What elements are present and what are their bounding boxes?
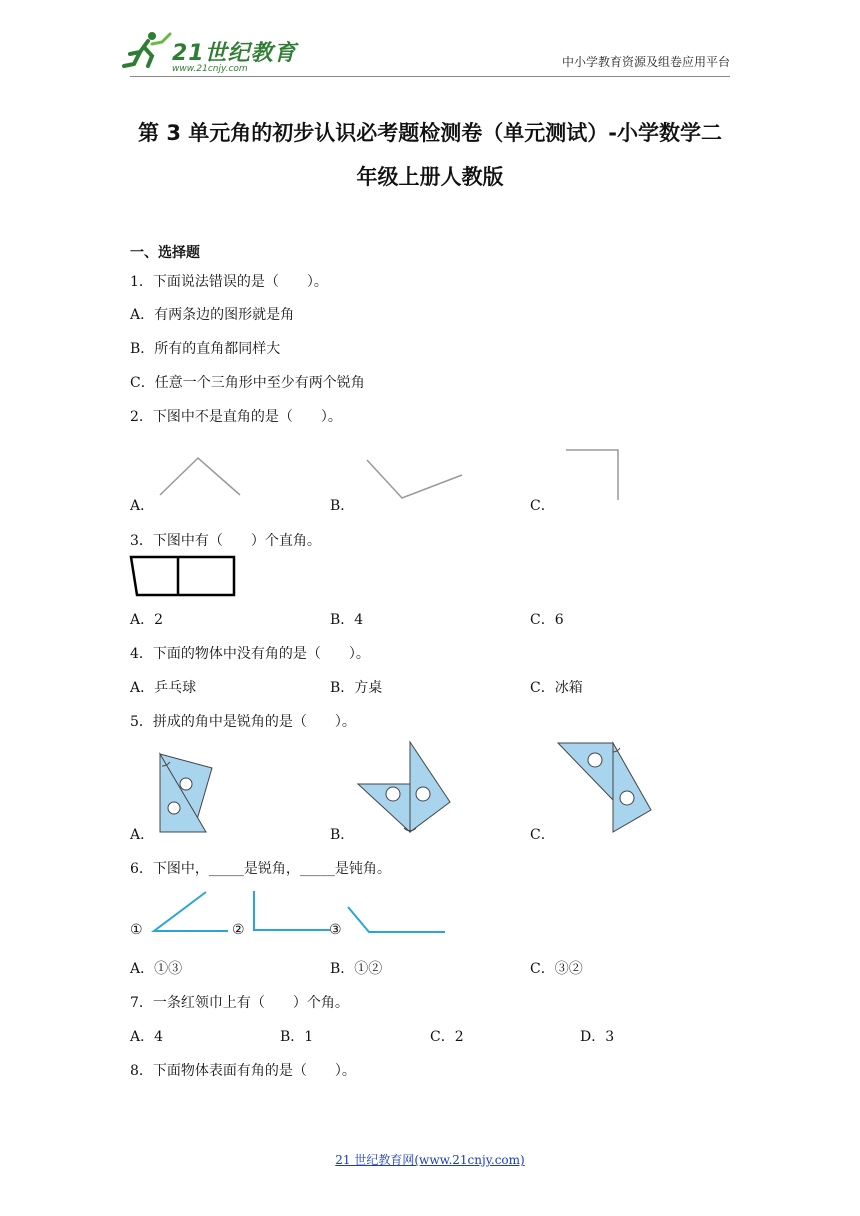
question-6-option-b[interactable]: B．①② — [330, 961, 383, 977]
set-square-figure-b — [355, 740, 455, 835]
question-3-option-c[interactable]: C．6 — [530, 612, 564, 628]
acute-angle-figure — [148, 888, 230, 936]
question-1-option-a[interactable]: A．有两条边的图形就是角 — [130, 307, 295, 323]
set-square-figure-a — [150, 750, 220, 838]
question-3-stem: 3．下图中有（ ）个直角。 — [130, 533, 321, 549]
question-5-option-b[interactable]: B． — [330, 827, 355, 843]
question-4-option-c[interactable]: C．冰箱 — [530, 680, 583, 696]
question-2-option-c[interactable]: C． — [530, 498, 555, 514]
question-7-option-a[interactable]: A．4 — [130, 1029, 164, 1045]
page-title-line1: 第 3 单元角的初步认识必考题检测卷（单元测试）-小学数学二 — [138, 121, 722, 145]
logo-url: www.21cnjy.com — [172, 64, 248, 74]
runner-logo-icon — [122, 30, 172, 72]
question-5-option-c[interactable]: C． — [530, 827, 555, 843]
question-4-option-a[interactable]: A．乒乓球 — [130, 680, 197, 696]
angle-figure-c — [562, 446, 624, 504]
question-6-option-a[interactable]: A．①③ — [130, 961, 183, 977]
question-6-option-c[interactable]: C．③② — [530, 961, 583, 977]
question-5-stem: 5．拼成的角中是锐角的是（ ）。 — [130, 714, 356, 730]
section-heading: 一、选择题 — [130, 245, 200, 261]
question-3-option-a[interactable]: A．2 — [130, 612, 164, 628]
set-square-figure-c — [555, 740, 655, 835]
question-7-option-d[interactable]: D．3 — [580, 1029, 615, 1045]
question-6-stem: 6．下图中，_____是锐角，_____是钝角。 — [130, 861, 391, 877]
angle-label-3: ③ — [329, 922, 342, 938]
question-1-option-c[interactable]: C．任意一个三角形中至少有两个锐角 — [130, 375, 365, 391]
question-4-option-b[interactable]: B．方桌 — [330, 680, 383, 696]
question-5-option-a[interactable]: A． — [130, 827, 155, 843]
logo-text: 21世纪教育 — [172, 41, 297, 66]
obtuse-angle-figure — [345, 904, 447, 936]
question-7-option-c[interactable]: C．2 — [430, 1029, 464, 1045]
angle-label-2: ② — [232, 922, 245, 938]
question-4-stem: 4．下面的物体中没有角的是（ ）。 — [130, 646, 370, 662]
question-1-stem: 1．下面说法错误的是（ ）。 — [130, 274, 328, 290]
question-3-option-b[interactable]: B．4 — [330, 612, 364, 628]
rectangle-figure — [128, 554, 238, 598]
angle-figure-b — [362, 455, 467, 503]
angle-figure-a — [155, 450, 245, 500]
header-divider — [130, 76, 730, 77]
page-title-line2: 年级上册人教版 — [356, 165, 504, 189]
question-7-stem: 7．一条红领巾上有（ ）个角。 — [130, 995, 349, 1011]
angle-label-1: ① — [130, 922, 143, 938]
right-angle-figure — [250, 888, 332, 936]
question-1-option-b[interactable]: B．所有的直角都同样大 — [130, 341, 281, 357]
question-2-option-b[interactable]: B． — [330, 498, 355, 514]
question-7-option-b[interactable]: B．1 — [280, 1029, 314, 1045]
footer-link[interactable]: 21 世纪教育网(www.21cnjy.com) — [335, 1153, 525, 1167]
question-8-stem: 8．下面物体表面有角的是（ ）。 — [130, 1063, 356, 1079]
question-2-option-a[interactable]: A． — [130, 498, 155, 514]
question-2-stem: 2．下图中不是直角的是（ ）。 — [130, 409, 342, 425]
logo — [122, 30, 172, 72]
platform-name: 中小学教育资源及组卷应用平台 — [561, 55, 730, 69]
